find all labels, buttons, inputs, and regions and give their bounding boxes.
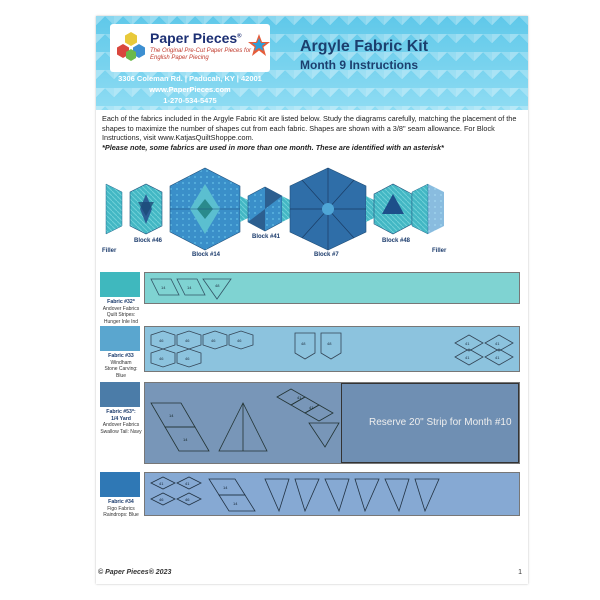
svg-text:46: 46 xyxy=(211,338,216,343)
svg-text:46: 46 xyxy=(185,338,190,343)
label-block-48: Block #48 xyxy=(382,238,411,244)
fabric-label: Fabric #33 Windham Stone Carving: Blue xyxy=(104,353,138,379)
fabric-swatch xyxy=(100,382,140,407)
label-filler-right: Filler xyxy=(432,248,447,254)
svg-text:14: 14 xyxy=(169,413,174,418)
label-filler-left: Filler xyxy=(102,248,117,254)
intro-text: Each of the fabrics included in the Argyle Fabric Kit are listed below. Study the diagrams carefully, matching the placement of the shapes to maximize the number of shapes cut from each fabric. Shapes are shown with a 3/8" seam allowance. For Block Instructions, visit www.KatjasQuiltShoppe.com. xyxy=(102,114,517,142)
fabric-swatch xyxy=(100,472,140,497)
svg-text:41: 41 xyxy=(495,341,500,346)
page-subtitle: Month 9 Instructions xyxy=(300,58,418,72)
filler-right xyxy=(412,184,428,234)
svg-text:41: 41 xyxy=(465,341,470,346)
label-block-41: Block #41 xyxy=(252,234,281,240)
svg-text:48: 48 xyxy=(301,341,306,346)
intro-paragraph xyxy=(102,114,522,152)
logo xyxy=(110,24,270,72)
fabric-swatch xyxy=(100,326,140,351)
label-block-14: Block #14 xyxy=(192,252,221,258)
label-block-46: Block #46 xyxy=(134,238,163,244)
svg-text:41: 41 xyxy=(495,355,500,360)
phone: 1-270-534-5475 xyxy=(163,96,217,105)
svg-text:46: 46 xyxy=(159,497,164,502)
label-block-7: Block #7 xyxy=(314,252,339,258)
instruction-page xyxy=(96,16,528,584)
svg-text:46: 46 xyxy=(159,356,164,361)
svg-text:41: 41 xyxy=(309,405,314,410)
fabric-strip xyxy=(144,326,520,372)
address: 3306 Coleman Rd. | Paducah, KY | 42001 xyxy=(118,74,262,83)
asterisk-note: *Please note, some fabrics are used in more than one month. These are identified with an asterisk* xyxy=(102,142,444,152)
website: www.PaperPieces.com xyxy=(149,85,231,94)
svg-text:14: 14 xyxy=(223,485,228,490)
svg-text:46: 46 xyxy=(185,497,190,502)
block-row-illustration xyxy=(102,156,522,261)
svg-text:14: 14 xyxy=(183,437,188,442)
fabric-row-33 xyxy=(100,326,524,378)
shape-label: 14 xyxy=(161,285,166,290)
fabric-label: Fabric #34 Figo Fabrics Raindrops: Blue xyxy=(103,499,139,518)
shape-label: 14 xyxy=(187,285,192,290)
fabric-strip xyxy=(144,382,520,464)
fabric-label: Fabric #53*: 1/4 Yard Andover Fabrics Swallow Tail: Navy xyxy=(100,409,142,435)
fabric-row-53 xyxy=(100,382,524,468)
fabric-swatch xyxy=(100,272,140,297)
svg-text:41: 41 xyxy=(465,355,470,360)
svg-text:46: 46 xyxy=(237,338,242,343)
svg-text:46: 46 xyxy=(159,338,164,343)
fabric-row-32 xyxy=(100,272,524,325)
svg-text:41: 41 xyxy=(185,481,190,486)
svg-text:41: 41 xyxy=(297,395,302,400)
hexagon-flower-icon xyxy=(114,30,148,64)
svg-text:41: 41 xyxy=(159,481,164,486)
filler-left xyxy=(106,184,122,234)
reserve-note: Reserve 20" Strip for Month #10 xyxy=(369,417,512,428)
fabric-label: Fabric #32* Andover Fabrics Quilt Stripes: Hunger Inle Ind xyxy=(102,299,140,325)
fabric-strip xyxy=(144,272,520,304)
svg-text:14: 14 xyxy=(233,501,238,506)
fabric-row-34 xyxy=(100,472,524,532)
page-title: Argyle Fabric Kit xyxy=(300,38,429,55)
shape-label: 48 xyxy=(215,283,220,288)
star-icon xyxy=(248,34,270,56)
contact-info xyxy=(110,73,270,106)
block-diagram xyxy=(102,156,522,261)
page-number: 1 xyxy=(518,569,522,576)
brand-tagline: The Original Pre-Cut Paper Pieces for English Paper Piecing xyxy=(150,48,252,61)
header-banner xyxy=(96,16,528,110)
fabric-strip xyxy=(144,472,520,516)
svg-text:48: 48 xyxy=(327,341,332,346)
brand-name: Paper Pieces® xyxy=(150,30,242,46)
copyright: © Paper Pieces® 2023 xyxy=(98,569,172,576)
svg-text:46: 46 xyxy=(185,356,190,361)
